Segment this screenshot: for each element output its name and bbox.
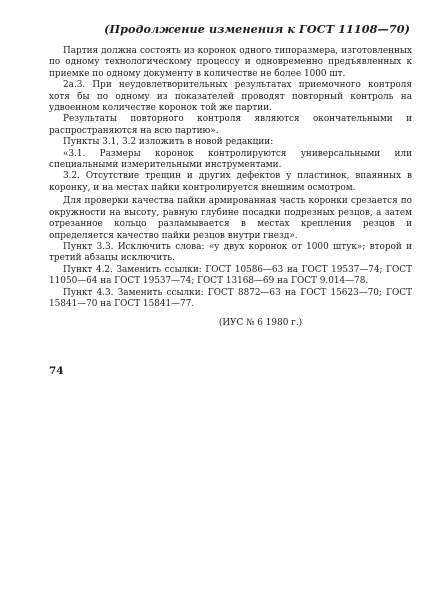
paragraph-solder-check: Для проверки качества пайки армированная часть коронки срезается по окружности на высоту, равную глубине посадки подрезных резцов, а затем отрезанное кольцо разламывается в местах крепления резцов и определяется качество пайки резцов внутри гнезд». xyxy=(49,196,412,241)
paragraph-items-3-1-3-2: Пункты 3.1, 3.2 изложить в новой редакции: xyxy=(63,137,274,148)
paragraph-4-3: Пункт 4.3. Заменить ссылки: ГОСТ 8872—63 на ГОСТ 15623—70; ГОСТ 15841—70 на ГОСТ 15841—77. xyxy=(49,287,412,309)
paragraph-3-2: 3.2. Отсутствие трещин и других дефектов у пластинок, впаянных в коронку, и на местах пайки контролируется внешним осмотром. xyxy=(49,171,412,193)
paragraph-3-3: Пункт 3.3. Исключить слова: «у двух коронок от 1000 штук»; второй и третий абзацы исключить. xyxy=(49,241,412,264)
paragraph-batch: Партия должна состоять из коронок одного типоразмера, изготовленных по одному технологическому процессу и одновременно предъявленных к приемке по одному документу в количестве не более 1000 шт. xyxy=(49,46,412,79)
paragraph-results: Результаты повторного контроля являются окончательными и распространяются на всю партию». xyxy=(49,114,412,136)
paragraph-3-1: «3.1. Размеры коронок контролируются универсальными или специальными измерительными инструментами. xyxy=(49,148,412,171)
page-number: 74 xyxy=(49,365,64,377)
reference-note: (ИУС № 6 1980 г.) xyxy=(218,318,303,329)
document-body xyxy=(49,46,412,330)
page-header: (Продолжение изменения к ГОСТ 11108—70) xyxy=(104,22,410,36)
paragraph-2a3: 2а.3. При неудовлетворительных результатах приемочного контроля хотя бы по одному из показателей проводят повторный контроль на удвоенном количестве коронок той же партии. xyxy=(49,80,412,114)
paragraph-4-2: Пункт 4.2. Заменить ссылки: ГОСТ 10586—63 на ГОСТ 19537—74; ГОСТ 11050—64 на ГОСТ 19537—74; ГОСТ 13168—69 на ГОСТ 9.014—78. xyxy=(49,264,412,287)
